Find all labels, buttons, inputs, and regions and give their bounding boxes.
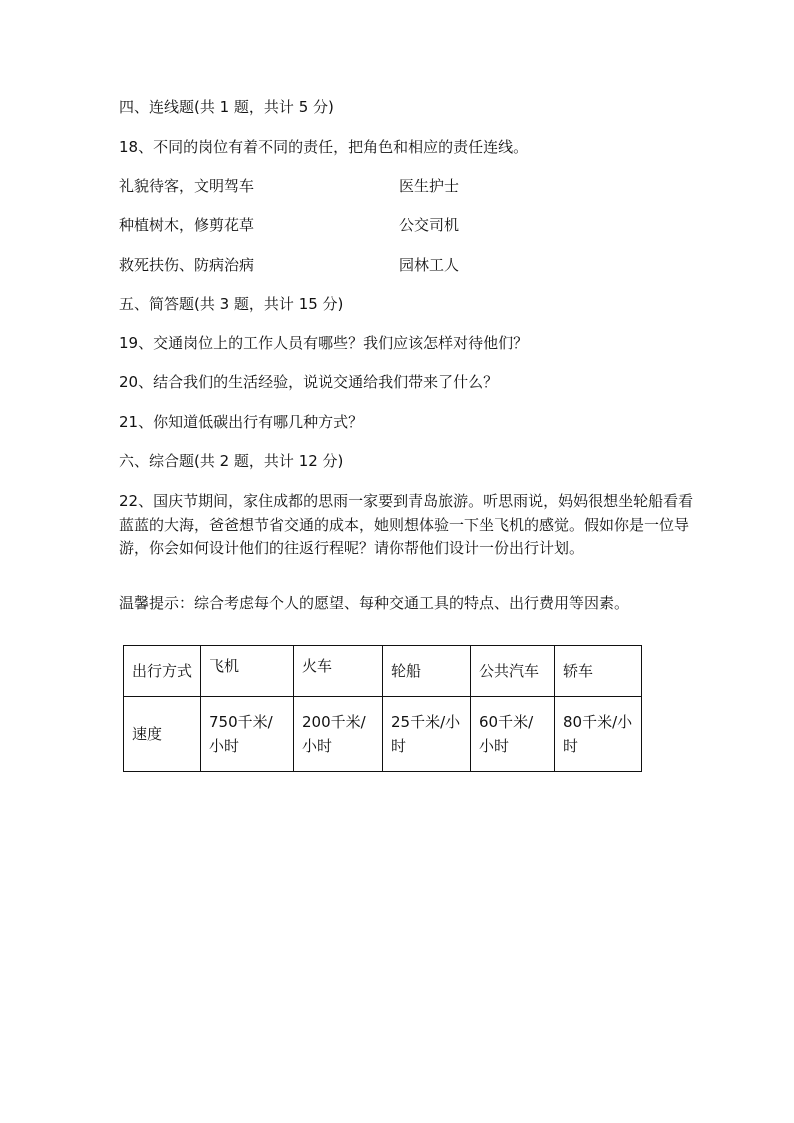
table-cell: 火车 [294,646,383,697]
match-left-1: 礼貌待客，文明驾车 [119,177,255,195]
table-cell: 80千米/小时 [555,696,642,771]
table-cell: 公共汽车 [471,646,555,697]
question-20: 20、结合我们的生活经验，说说交通给我们带来了什么？ [119,373,499,391]
section-6-heading: 六、综合题(共 2 题，共计 12 分) [119,452,344,470]
section-4-heading: 四、连线题(共 1 题，共计 5 分) [119,98,334,116]
table-cell: 速度 [124,696,201,771]
table-header-row [124,646,642,697]
match-right-1: 医生护士 [399,177,460,195]
match-right-2: 公交司机 [399,216,460,234]
match-right-3: 园林工人 [399,256,460,274]
section-5-heading: 五、简答题(共 3 题，共计 15 分) [119,295,344,313]
table-cell: 60千米/小时 [471,696,555,771]
match-left-3: 救死扶伤、防病治病 [119,256,255,274]
table-cell: 25千米/小时 [383,696,471,771]
hint-text: 温馨提示：综合考虑每个人的愿望、每种交通工具的特点、出行费用等因素。 [119,594,630,612]
table-cell: 轿车 [555,646,642,697]
table-cell: 750千米/小时 [201,696,294,771]
match-left-2: 种植树木，修剪花草 [119,216,255,234]
transport-speed-table [123,645,642,772]
table-cell: 200千米/小时 [294,696,383,771]
table-cell: 飞机 [201,646,294,697]
question-19: 19、交通岗位上的工作人员有哪些？我们应该怎样对待他们？ [119,334,529,352]
table-cell: 轮船 [383,646,471,697]
question-18: 18、不同的岗位有着不同的责任，把角色和相应的责任连线。 [119,138,529,156]
table-row [124,696,642,771]
question-22: 22、国庆节期间，家住成都的思雨一家要到青岛旅游。听思雨说，妈妈很想坐轮船看看蓝蓝的大海，爸爸想节省交通的成本，她则想体验一下坐飞机的感觉。假如你是一位导游，你会如何设计他们的往返行程呢？请你帮他们设计一份出行计划。 [119,492,694,557]
question-21: 21、你知道低碳出行有哪几种方式？ [119,413,364,431]
table-cell: 出行方式 [124,646,201,697]
